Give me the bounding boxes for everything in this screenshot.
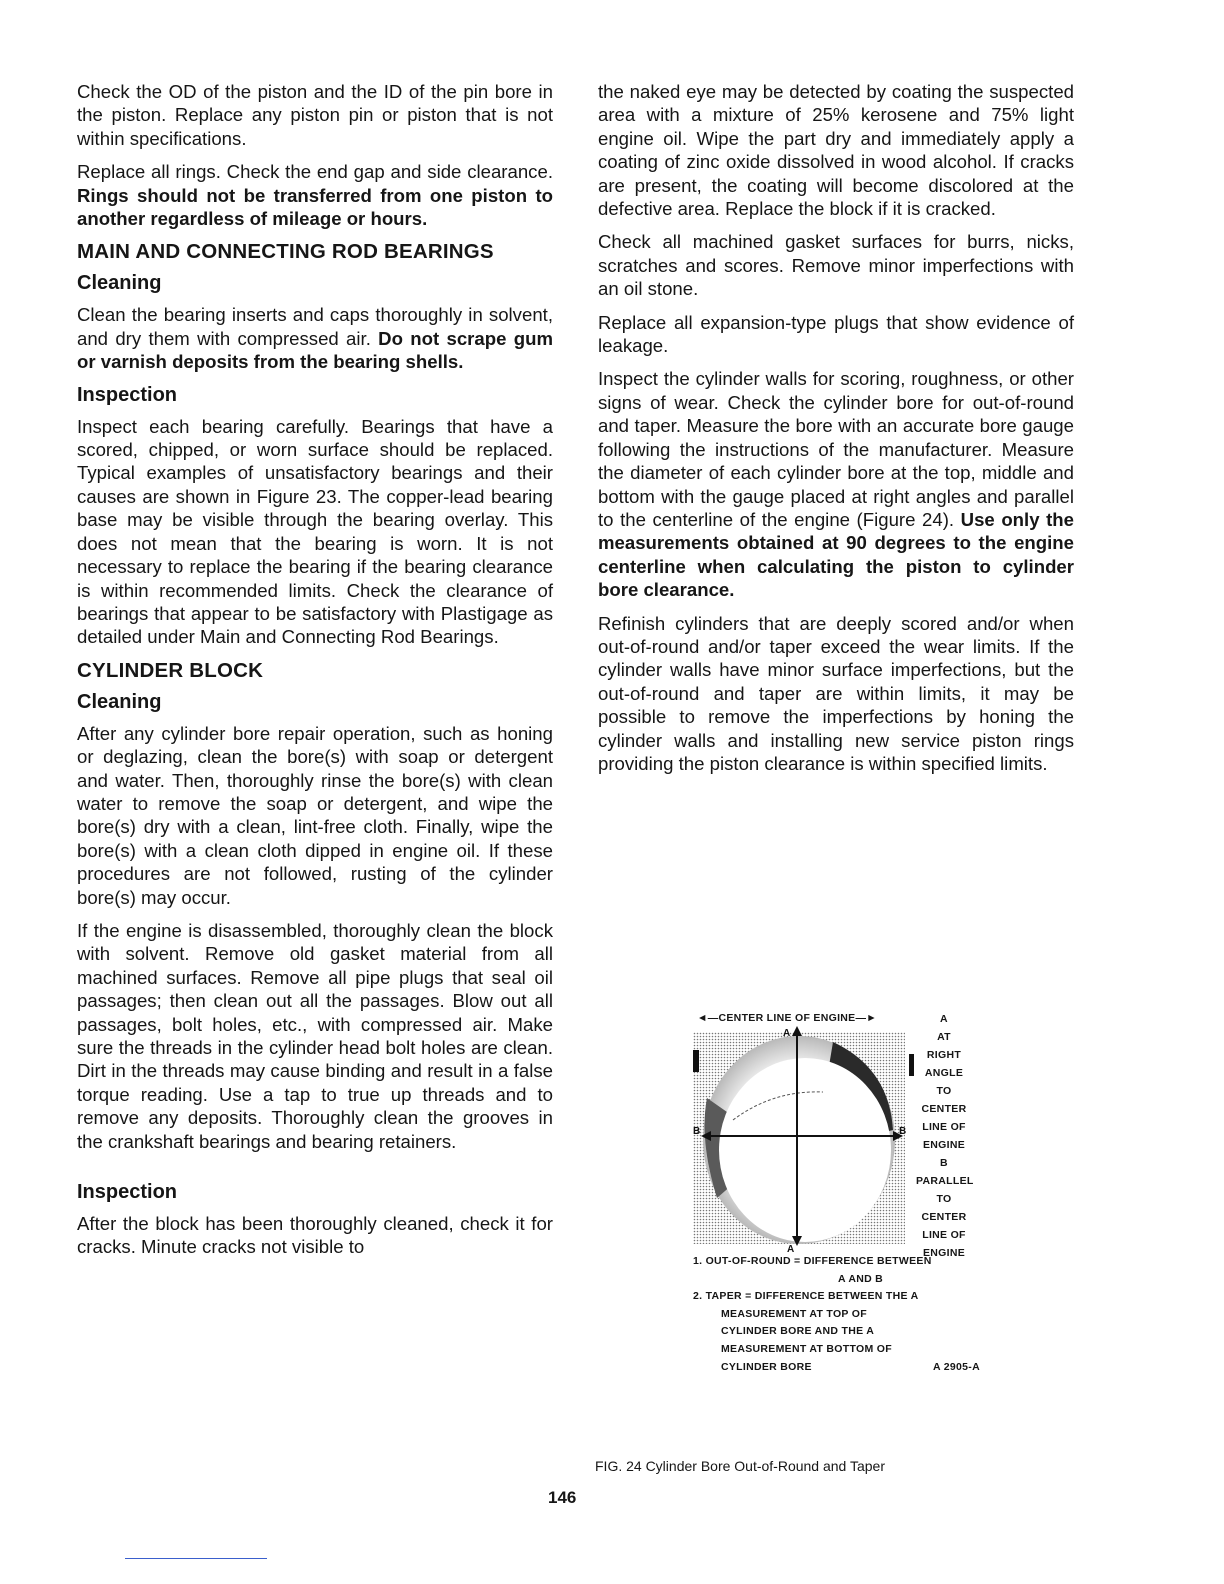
bore-opening — [719, 1058, 891, 1242]
subsection-heading: Cleaning — [77, 272, 162, 295]
paragraph: Check the OD of the piston and the ID of the pin bore in the piston. Replace any piston pin or piston that is not within specifications. — [77, 81, 553, 149]
figure-caption: FIG. 24 Cylinder Bore Out-of-Round and Taper — [595, 1458, 886, 1474]
figure-code: A 2905-A — [933, 1360, 980, 1373]
paragraph-text: Replace all rings. Check the end gap and side clearance. — [77, 161, 553, 183]
label-b-right: B — [899, 1126, 907, 1137]
paragraph — [77, 303, 553, 373]
right-column — [598, 80, 1074, 785]
page-number: 146 — [548, 1488, 577, 1507]
paragraph-text: Inspect the cylinder walls for scoring, roughness, or other signs of wear. Check the cylinder bore for out-of-round and taper. Measure the bore with an accurate bore gauge following the instructions of the manufacturer. Measure the diameter of each cylinder bore at the top, middle and bottom with the gauge placed at right angles and parallel to the centerline of the engine (Figure 24). — [598, 368, 1074, 530]
paragraph-bold-text: Use only the measurements obtained at 90 degrees to the engine centerline when calculating the piston to cylinder bore clearance. — [598, 508, 1074, 601]
section-heading: CYLINDER BLOCK — [77, 658, 264, 682]
block-edge — [693, 1050, 699, 1072]
cylinder-bore-diagram — [693, 1020, 919, 1252]
arrow-right-icon: —► — [855, 1012, 877, 1024]
label-a-bottom: A — [787, 1244, 795, 1252]
block-edge — [909, 1054, 914, 1076]
paragraph-bold-text: Rings should not be transferred from one piston to another regardless of mileage or hours. — [77, 184, 553, 230]
label-a-top: A — [783, 1028, 791, 1039]
arrow-left-icon: ◄— — [697, 1012, 719, 1024]
section-heading: MAIN AND CONNECTING ROD BEARINGS — [77, 240, 494, 264]
figure-notes: 1. OUT-OF-ROUND = DIFFERENCE BETWEEN A AND B 2. TAPER = DIFFERENCE BETWEEN THE A MEASUREMENT AT TOP OF CYLINDER BORE AND THE A MEASUREMENT AT BOTTOM OF CYLINDER BORE A 2905-A — [693, 1253, 993, 1376]
paragraph — [598, 367, 1074, 601]
subsection-heading: Inspection — [77, 383, 178, 406]
paragraph: Replace all expansion-type plugs that show evidence of leakage. — [598, 311, 1074, 357]
paragraph — [77, 160, 553, 230]
subsection-heading: Inspection — [77, 1181, 178, 1204]
paragraph-text: Clean the bearing inserts and caps thoroughly in solvent, and dry them with compressed air. — [77, 304, 553, 349]
center-line-label: ◄—CENTER LINE OF ENGINE—► — [697, 1012, 877, 1024]
paragraph-bold-text: Do not scrape gum or varnish deposits from the bearing shells. — [77, 327, 553, 373]
figure-24 — [683, 1008, 983, 1378]
subsection-heading: Cleaning — [77, 690, 162, 713]
left-column — [77, 80, 553, 1269]
arrow-up-icon — [792, 1026, 802, 1036]
paragraph: After the block has been thoroughly cleaned, check it for cracks. Minute cracks not visible to — [77, 1213, 553, 1258]
paragraph: Refinish cylinders that are deeply scored and/or when out-of-round and/or taper exceed the wear limits. If the cylinder walls have minor surface imperfections, but the out-of-round and taper are within limits, it may be possible to remove the imperfections by honing the cylinder walls and installing new service piston rings providing the piston clearance is within specified limits. — [598, 612, 1074, 774]
paragraph: the naked eye may be detected by coating the suspected area with a mixture of 25% kerosene and 75% light engine oil. Wipe the part dry and immediately apply a coating of zinc oxide dissolved in wood alcohol. If cracks are present, the coating will become discolored at the defective area. Replace the block if it is cracked. — [598, 81, 1074, 220]
label-b-left: B — [693, 1126, 701, 1137]
side-labels: A AT RIGHT ANGLE TO CENTER LINE OF ENGINE B PARALLEL TO CENTER LINE OF ENGINE — [916, 1013, 974, 1259]
bottom-rule — [125, 1558, 267, 1559]
paragraph: Inspect each bearing carefully. Bearings that have a scored, chipped, or worn surface should be replaced. Typical examples of unsatisfactory bearings and their causes are shown in Figure 23. The copper-lead bearing base may be visible through the bearing overlay. This does not mean that the bearing is worn. It is not necessary to replace the bearing if the bearing clearance is within recommended limits. Check the clearance of bearings that appear to be satisfactory with Plastigage as detailed under Main and Connecting Rod Bearings. — [77, 415, 553, 648]
paragraph: If the engine is disassembled, thoroughly clean the block with solvent. Remove old gasket material from all machined surfaces. Remove all pipe plugs that seal oil passages; then clean out all the passages. Blow out all passages, bolt holes, etc., with compressed air. Make sure the threads in the cylinder head bolt holes are clean. Dirt in the threads may cause binding and result in a false torque reading. Use a tap to true up threads and to remove any deposits. Thoroughly clean the grooves in the crankshaft bearings and bearing retainers. — [77, 919, 553, 1152]
paragraph: Check all machined gasket surfaces for burrs, nicks, scratches and scores. Remove minor imperfections with an oil stone. — [598, 231, 1074, 300]
paragraph: After any cylinder bore repair operation, such as honing or deglazing, clean the bore(s) with soap or detergent and water. Then, thoroughly rinse the bore(s) with clean water to remove the soap or detergent, and wipe the bore(s) dry with a clean, lint-free cloth. Finally, wipe the bore(s) with a clean cloth dipped in engine oil. If these procedures are not followed, rusting of the cylinder bore(s) may occur. — [77, 722, 553, 908]
